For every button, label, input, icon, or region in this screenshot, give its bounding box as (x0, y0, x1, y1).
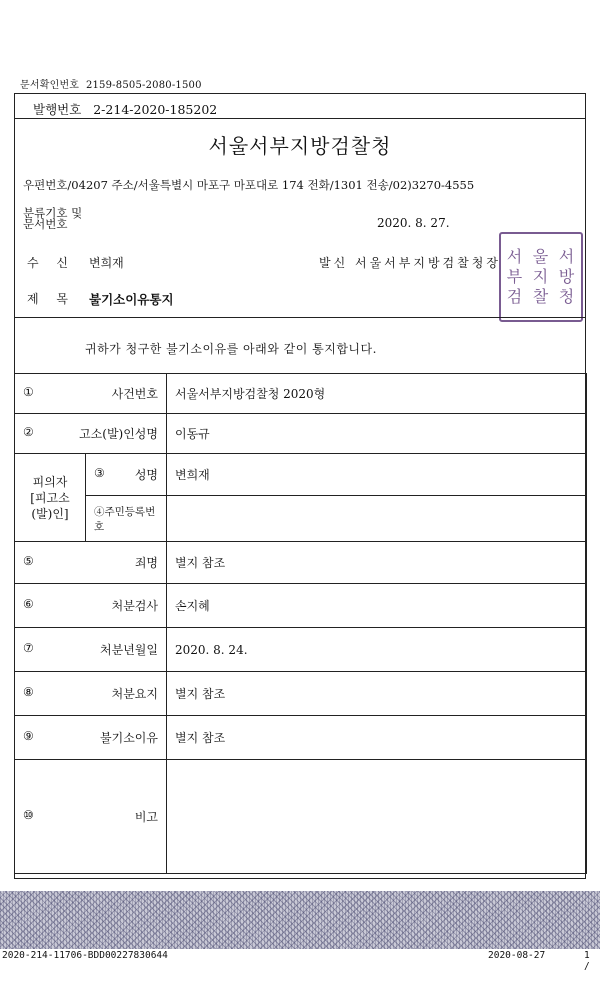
table-row (15, 454, 587, 496)
row-label (86, 496, 167, 542)
row-label-text: 사건번호 (111, 387, 158, 401)
prosecutor-value: 손지혜 (167, 584, 587, 628)
table-row (15, 628, 587, 672)
disposition-summary-value: 별지 참조 (167, 672, 587, 716)
table-row (15, 760, 587, 874)
row-label (15, 716, 167, 760)
row-num: ④ (94, 505, 105, 518)
row-label-text: 주민등록번호 (94, 505, 156, 533)
table-row (15, 496, 587, 542)
row-num: ⑨ (23, 729, 34, 743)
row-label-text: 처분년월일 (100, 643, 158, 657)
footer-code: 2020-214-11706-BDD00227830644 (2, 950, 168, 961)
table-row (15, 672, 587, 716)
document-confirm-label: 문서확인번호 (20, 80, 80, 91)
remarks-value (167, 760, 587, 874)
row-label (15, 672, 167, 716)
notice-table (14, 373, 587, 874)
complainant-value: 이동규 (167, 414, 587, 454)
page-title: 서울서부지방검찰청 (208, 134, 392, 158)
seal-char: 부 (506, 267, 524, 286)
disposition-date-value: 2020. 8. 24. (167, 628, 587, 672)
subject-label: 제 목 (27, 292, 68, 306)
table-row (15, 584, 587, 628)
row-label (15, 584, 167, 628)
footer-date: 2020-08-27 (488, 950, 546, 961)
suspect-group-line1: 피의자 (32, 474, 68, 489)
document-frame (14, 93, 586, 879)
suspect-group-label (15, 454, 86, 542)
seal-char: 방 (558, 267, 576, 286)
row-label (15, 542, 167, 584)
row-num: ⑤ (23, 554, 34, 568)
row-num: ⑥ (23, 597, 34, 611)
seal-char: 찰 (532, 287, 550, 306)
footer-page: 1 / (584, 950, 590, 972)
document-confirm-value: 2159-8505-2080-1500 (85, 80, 202, 91)
seal-char: 청 (558, 287, 576, 306)
recipient-value: 변희재 (89, 256, 124, 270)
row-num: ⑦ (23, 641, 34, 655)
security-pattern (0, 891, 600, 949)
seal-char: 울 (532, 247, 550, 266)
row-label-text: 비고 (134, 810, 158, 824)
row-label (15, 374, 167, 414)
suspect-name-value: 변희재 (167, 454, 587, 496)
table-row (15, 542, 587, 584)
row-label (86, 454, 167, 496)
row-num: ③ (94, 466, 105, 480)
classification-line1: 분류기호 및 (23, 206, 83, 220)
case-number-value: 서울서부지방검찰청 2020형 (167, 374, 587, 414)
seal-char: 서 (506, 247, 524, 266)
issue-number-label: 발행번호 (33, 102, 82, 117)
row-label-text: 처분검사 (111, 599, 158, 613)
table-row (15, 414, 587, 454)
row-num: ① (23, 385, 34, 399)
recipient-label: 수 신 (27, 256, 68, 270)
classification-line2: 문서번호 (23, 217, 68, 231)
row-label-text: 불기소이유 (100, 731, 158, 745)
row-label (15, 414, 167, 454)
divider (15, 317, 585, 318)
row-num: ② (23, 425, 34, 439)
intro-text: 귀하가 청구한 불기소이유를 아래와 같이 통지합니다. (85, 342, 377, 356)
seal-char: 지 (532, 267, 550, 286)
suspect-id-value (167, 496, 587, 542)
issue-number-value: 2-214-2020-185202 (93, 102, 218, 117)
sender-line: 발신 서울서부지방검찰청장 (319, 256, 501, 270)
nonindictment-reason-value: 별지 참조 (167, 716, 587, 760)
issue-number (33, 100, 217, 118)
row-num: ⑧ (23, 685, 34, 699)
seal-char: 검 (506, 287, 524, 306)
row-label-text: 죄명 (134, 556, 158, 570)
charge-value: 별지 참조 (167, 542, 587, 584)
row-label (15, 760, 167, 874)
row-label (15, 628, 167, 672)
seal-char: 서 (558, 247, 576, 266)
subject-value: 불기소이유통지 (89, 292, 174, 307)
contact-line: 우편번호/04207 주소/서울특별시 마포구 마포대로 174 전화/1301 전송/02)3270-4555 (23, 178, 475, 192)
suspect-group-line2: [피고소(발)인] (30, 490, 70, 521)
document-confirm-number (20, 76, 202, 91)
divider (15, 118, 585, 119)
row-label-text: 성명 (134, 468, 158, 482)
row-num: ⑩ (23, 808, 34, 822)
table-row (15, 374, 587, 414)
table-row (15, 716, 587, 760)
document-date: 2020. 8. 27. (377, 216, 450, 230)
classification-label (23, 208, 82, 230)
row-label-text: 고소(발)인성명 (79, 427, 158, 441)
row-label-text: 처분요지 (111, 687, 158, 701)
official-seal (499, 232, 583, 322)
